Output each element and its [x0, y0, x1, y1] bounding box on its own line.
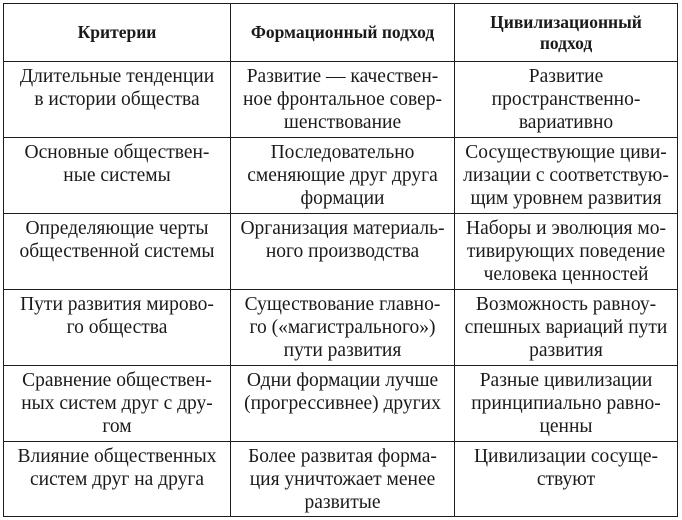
- line: Развитие: [528, 66, 604, 87]
- table-row: [4, 366, 678, 442]
- line: (прогрессивнее) других: [244, 393, 441, 414]
- cell-civilizational: [455, 138, 678, 214]
- line: Определяющие черты: [25, 218, 209, 239]
- cell-criterion: [4, 290, 231, 366]
- cell-formational: [231, 290, 455, 366]
- cell-formational: [231, 366, 455, 442]
- line: человека ценностей: [483, 264, 649, 285]
- cell-civilizational: [455, 442, 678, 517]
- line: щим уровнем развития: [470, 188, 662, 209]
- cell-civilizational: [455, 214, 678, 290]
- cell-civilizational: [455, 62, 678, 138]
- cell-civilizational: [455, 290, 678, 366]
- line: Цивилизации сосуще-: [473, 446, 659, 467]
- line: Основные обществен-: [24, 142, 210, 163]
- line: лизации с соответствую-: [463, 165, 669, 186]
- header-civilizational-approach: [455, 4, 678, 62]
- line: принципиально равно-: [471, 393, 661, 414]
- line: Организация материаль-: [240, 218, 445, 239]
- line: Сосуществующие циви-: [465, 142, 667, 163]
- line: Наборы и эволюция мо-: [466, 218, 666, 239]
- table-body: [4, 62, 678, 517]
- line: ное фронтальное совер-: [242, 89, 443, 110]
- line: Последовательно: [270, 142, 415, 163]
- line: общественной системы: [19, 241, 215, 262]
- line: тивирующих поведение: [466, 241, 666, 262]
- cell-formational: [231, 62, 455, 138]
- table-row: [4, 442, 678, 517]
- line: ных систем друг с дру-: [21, 393, 213, 414]
- header-criteria: Критерии: [4, 4, 231, 62]
- line: систем друг на друга: [30, 469, 204, 490]
- line: Возможность равноу-: [475, 294, 657, 315]
- cell-criterion: [4, 214, 231, 290]
- line: Длительные тенденции: [19, 66, 215, 87]
- line: го («магистрального»): [249, 317, 436, 338]
- line: Влияние общественных: [17, 446, 217, 467]
- line: Пути развития мирово-: [20, 294, 214, 315]
- cell-formational: [231, 442, 455, 517]
- line: Сравнение обществен-: [22, 370, 212, 391]
- line: шенствование: [283, 112, 402, 133]
- cell-criterion: [4, 366, 231, 442]
- table-header: [4, 4, 678, 62]
- line: ные системы: [63, 165, 171, 186]
- header-formational-approach: Формационный подход: [231, 4, 455, 62]
- line: сменяющие друг друга: [247, 165, 438, 186]
- line: пространственно-: [491, 89, 641, 110]
- cell-formational: [231, 138, 455, 214]
- line: пути развития: [283, 340, 402, 361]
- cell-formational: [231, 214, 455, 290]
- line: ценны: [539, 416, 593, 437]
- table-row: [4, 290, 678, 366]
- table-row: [4, 138, 678, 214]
- table-row: [4, 214, 678, 290]
- line: Существование главно-: [244, 294, 441, 315]
- line: ция уничтожает менее: [249, 469, 436, 490]
- line: го общества: [66, 317, 168, 338]
- header-civilizational-text: Цивилизационный подход: [490, 11, 642, 53]
- comparison-table: [3, 3, 678, 517]
- line: спешных вариаций пути: [464, 317, 668, 338]
- line: развитые: [304, 492, 381, 513]
- table-row: [4, 62, 678, 138]
- line: в истории общества: [34, 89, 200, 110]
- line: вариативно: [518, 112, 614, 133]
- header-row: [4, 4, 678, 62]
- line: Развитие — качествен-: [246, 66, 439, 87]
- line: гом: [102, 416, 132, 437]
- line: Разные цивилизации: [479, 370, 653, 391]
- line: ствуют: [536, 469, 596, 490]
- cell-criterion: [4, 442, 231, 517]
- line: Одни формации лучше: [246, 370, 439, 391]
- line: формации: [300, 188, 385, 209]
- cell-civilizational: [455, 366, 678, 442]
- line: ного производства: [265, 241, 420, 262]
- line: Более развитая форма-: [248, 446, 437, 467]
- cell-criterion: [4, 138, 231, 214]
- cell-criterion: [4, 62, 231, 138]
- line: развития: [529, 340, 603, 361]
